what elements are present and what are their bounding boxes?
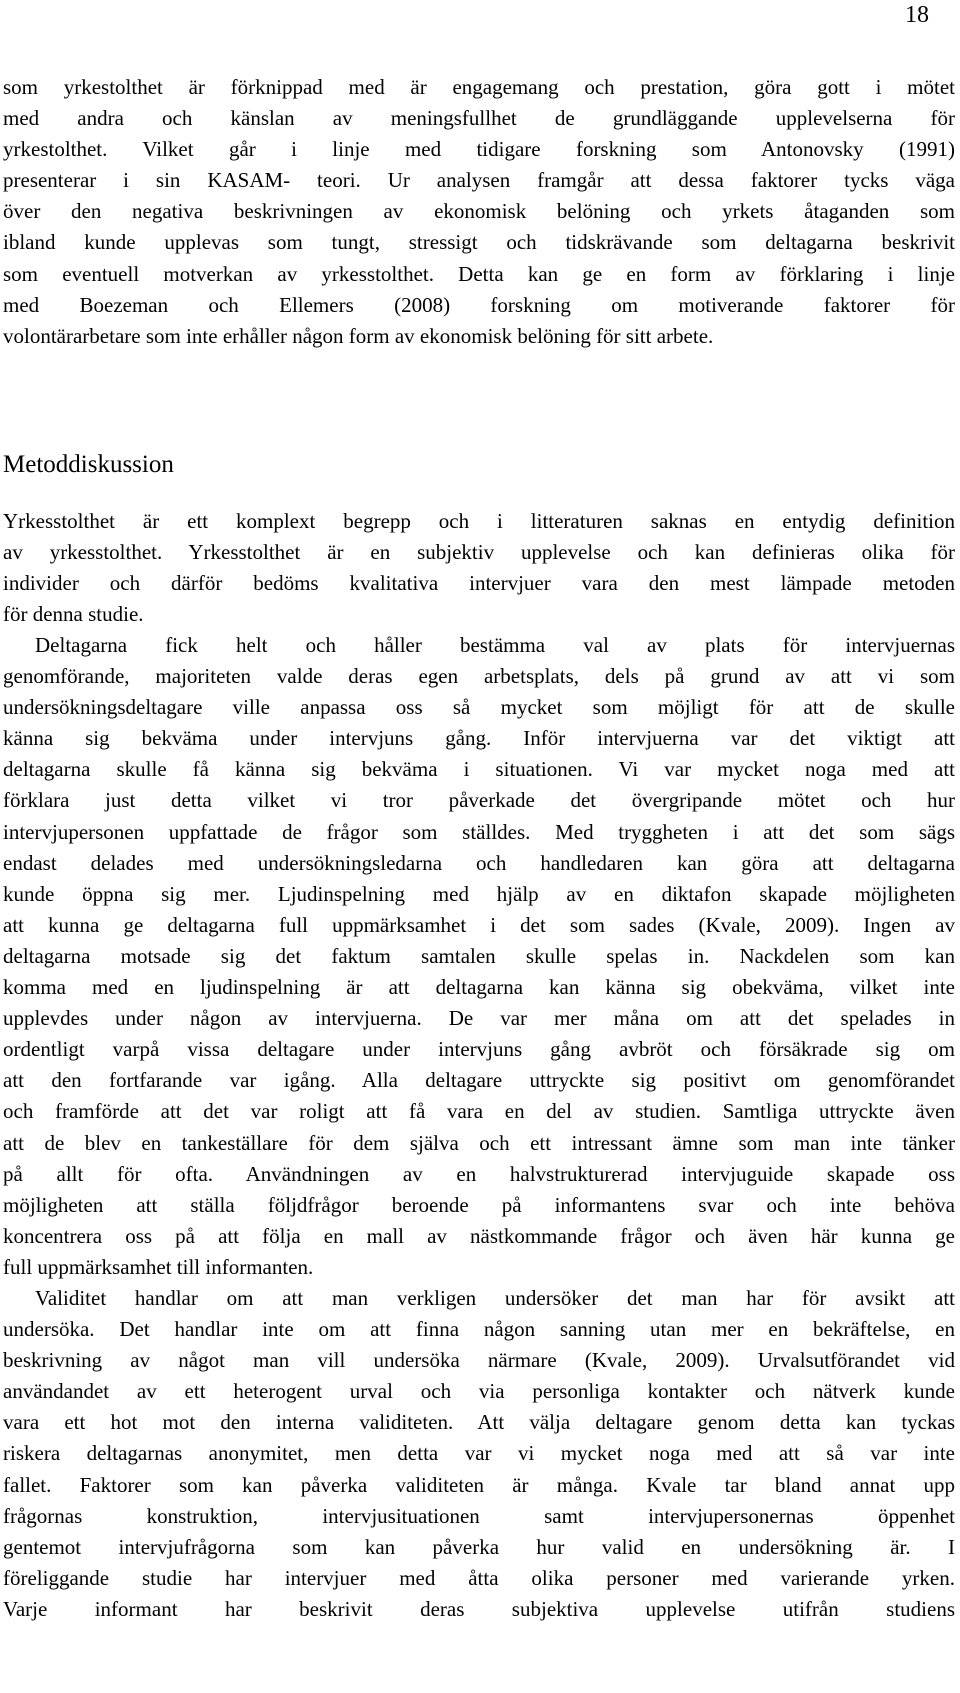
text-line: deltagarna skulle få känna sig bekväma i situationen. Vi var mycket noga med att [3,757,955,782]
text-line: att de blev en tankeställare för dem själva och ett intressant ämne som man inte tänker [3,1130,955,1155]
text-line: att kunna ge deltagarna full uppmärksamhet i det som sades (Kvale, 2009). Ingen av [3,912,955,937]
text-line: Validitet handlar om att man verkligen undersöker det man har för avsikt att [35,1286,955,1310]
text-line: presenterar i sin KASAM- teori. Ur analysen framgår att dessa faktorer tycks väga [3,168,955,193]
text-line: av yrkesstolthet. Yrkesstolthet är en subjektiv upplevelse och kan definieras olika för [3,540,955,565]
text-line: förklara just detta vilket vi tror påverkade det övergripande mötet och hur [3,788,955,813]
text-line: deltagarna motsade sig det faktum samtalen skulle spelas in. Nackdelen som kan [3,943,955,968]
text-line: användandet av ett heterogent urval och via personliga kontakter och nätverk kunde [3,1379,955,1404]
text-line: fallet. Faktorer som kan påverka validiteten är många. Kvale tar bland annat upp [3,1472,955,1497]
text-line: volontärarbetare som inte erhåller någon form av ekonomisk belöning för sitt arbete. [3,323,714,348]
paragraph-validity [3,1283,955,1625]
text-line: beskrivning av något man vill undersöka närmare (Kvale, 2009). Urvalsutförandet vid [3,1348,955,1373]
text-line: undersökningsdeltagare ville anpassa oss så mycket som möjligt för att de skulle [3,695,955,720]
text-line: att den fortfarande var igång. Alla deltagare uttryckte sig positivt om genomförandet [3,1068,955,1093]
text-line: med Boezeman och Ellemers (2008) forskning om motiverande faktorer för [3,292,955,317]
text-line: endast delades med undersökningsledarna och handledaren kan göra att deltagarna [3,850,955,875]
text-line: individer och därför bedöms kvalitativa intervjuer vara den mest lämpade metoden [3,571,955,596]
text-line: Deltagarna fick helt och håller bestämma val av plats för intervjuernas [35,633,955,657]
text-line: gentemot intervjufrågorna som kan påverka hur valid en undersökning är. I [3,1534,955,1559]
text-line: känna sig bekväma under intervjuns gång. Inför intervjuerna var det viktigt att [3,726,955,751]
paragraph-discussion-continued [3,72,955,352]
text-line: full uppmärksamhet till informanten. [3,1254,314,1279]
text-line: yrkestolthet. Vilket går i linje med tidigare forskning som Antonovsky (1991) [3,137,955,162]
text-line: och framförde att det var roligt att få vara en del av studien. Samtliga uttryckte även [3,1099,955,1124]
text-line: komma med en ljudinspelning är att deltagarna kan känna sig obekväma, vilket inte [3,975,955,1000]
text-line: riskera deltagarnas anonymitet, men detta var vi mycket noga med att så var inte [3,1441,955,1466]
text-line: vara ett hot mot den interna validiteten. Att välja deltagare genom detta kan tyckas [3,1410,955,1435]
text-line: genomförande, majoriteten valde deras egen arbetsplats, dels på grund av att vi som [3,664,955,689]
text-line: intervjupersonen uppfattade de frågor som ställdes. Med tryggheten i att det som sägs [3,819,955,844]
text-line: som yrkestolthet är förknippad med är engagemang och prestation, göra gott i mötet [3,75,955,99]
text-line: kunde öppna sig mer. Ljudinspelning med hjälp av en diktafon skapade möjligheten [3,881,955,906]
text-line: frågornas konstruktion, intervjusituationen samt intervjupersonernas öppenhet [3,1503,955,1528]
page-number: 18 [905,2,929,28]
text-line: med andra och känslan av meningsfullhet de grundläggande upplevelserna för [3,106,955,131]
text-line: koncentrera oss på att följa en mall av nästkommande frågor och även här kunna ge [3,1223,955,1248]
section-heading: Metoddiskussion [3,451,174,478]
text-line: möjligheten att ställa följdfrågor beroende på informantens svar och inte behöva [3,1192,955,1217]
text-line: upplevdes under någon av intervjuerna. De var mer måna om att det spelades in [3,1006,955,1031]
paragraph-method-intro [3,506,955,630]
text-line: ordentligt varpå vissa deltagare under intervjuns gång avbröt och försäkrade sig om [3,1037,955,1062]
text-line: föreliggande studie har intervjuer med åtta olika personer med varierande yrken. [3,1565,955,1590]
text-line: som eventuell motverkan av yrkesstolthet. Detta kan ge en form av förklaring i linje [3,261,955,286]
text-line: för denna studie. [3,602,144,627]
text-line: Varje informant har beskrivit deras subjektiva upplevelse utifrån studiens [3,1596,955,1621]
text-line: undersöka. Det handlar inte om att finna någon sanning utan mer en bekräftelse, en [3,1317,955,1342]
paragraph-interview-setting [3,630,955,1283]
text-line: på allt för ofta. Användningen av en halvstrukturerad intervjuguide skapade oss [3,1161,955,1186]
text-line: Yrkesstolthet är ett komplext begrepp och i litteraturen saknas en entydig definition [3,509,955,533]
text-line: över den negativa beskrivningen av ekonomisk belöning och yrkets åtaganden som [3,199,955,224]
text-line: ibland kunde upplevas som tungt, stressigt och tidskrävande som deltagarna beskrivit [3,230,955,255]
